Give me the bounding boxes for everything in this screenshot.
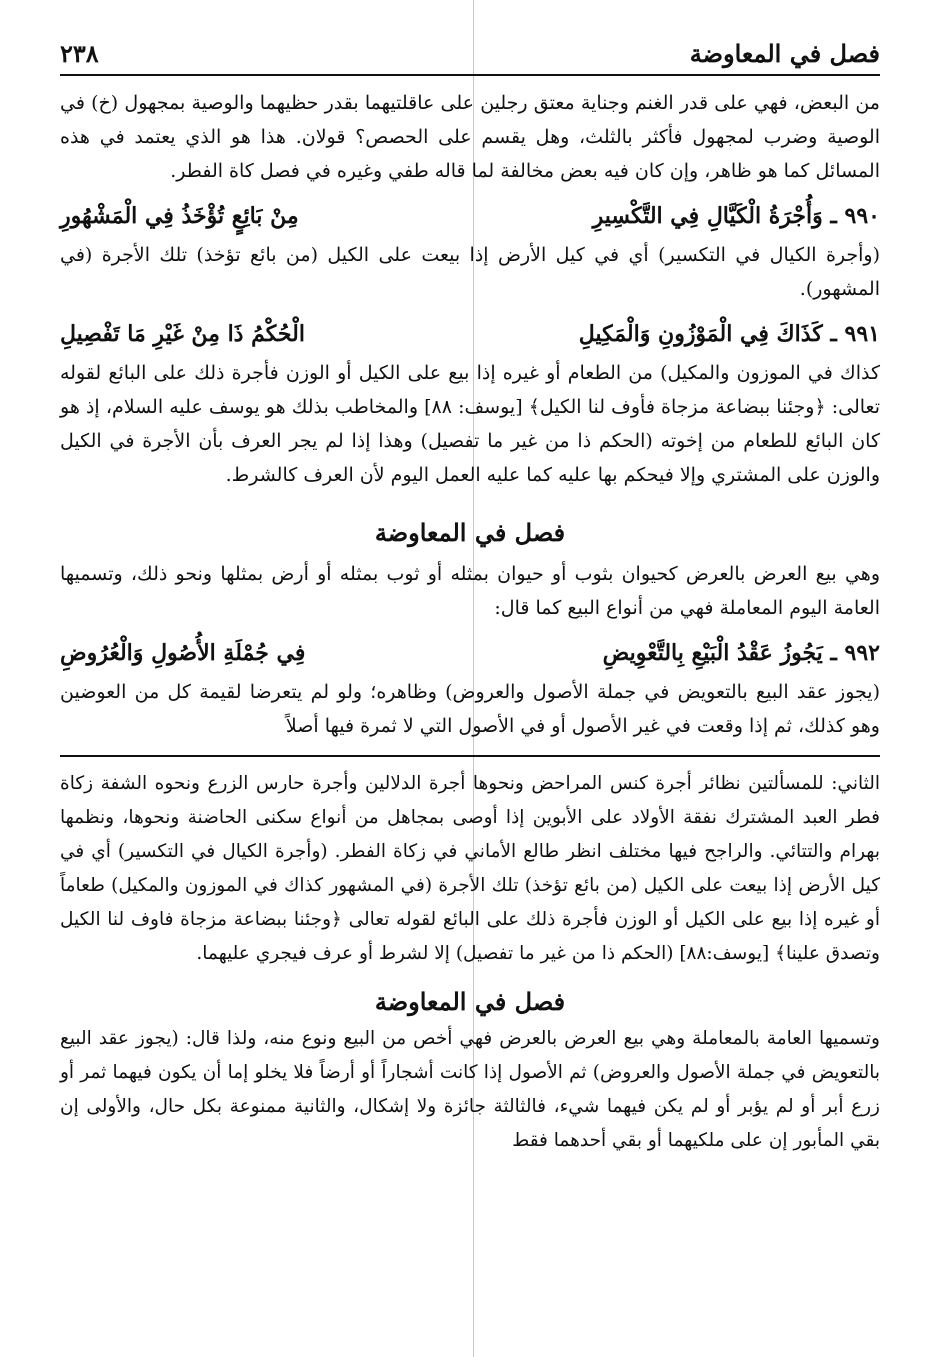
intro-paragraph: من البعض، فهي على قدر الغنم وجناية معتق رجلين على عاقلتيهما بقدر حظيهما والوصية بمجهول (خ) في الوصية وضرب لمجهول فأكثر بالثلث، وهل يقسم على الحصص؟ قولان. هذا هو الذي يعتمد في هذه المسائل كما هو ظاهر، وإن كان فيه بعض مخالفة لما قاله طفي وغيره في فصل كاة الفطر. (60, 92, 880, 182)
footnote-block (60, 767, 880, 1158)
verse-991-second-hemistich: الْحُكْمُ ذَا مِنْ غَيْرِ مَا تَفْصِيلِ (60, 321, 305, 347)
verse-992 (60, 631, 880, 675)
verse-991 (60, 312, 880, 356)
footnote-section-heading: فصل في المعاوضة (374, 987, 566, 1016)
verse-992-first-hemistich: ٩٩٢ ـ يَجُوزُ عَقْدُ الْبَيْعِ بِالتَّعْوِيضِ (602, 640, 880, 666)
commentary-992: (يجوز عقد البيع بالتعويض في جملة الأصول والعروض) وظاهره؛ ولو لم يتعرضا لقيمة كل من العوضين وهو كذلك، ثم إذا وقعت في غير الأصول أو في الأصول التي لا ثمرة فيها أصلاً (60, 681, 880, 737)
section-heading: فصل في المعاوضة (374, 518, 566, 547)
verse-990 (60, 194, 880, 238)
footnote-divider (60, 755, 880, 757)
verse-992-second-hemistich: فِي جُمْلَةِ الأُصُولِ وَالْعُرُوضِ (60, 640, 306, 666)
section-intro: وهي بيع العرض بالعرض كحيوان بثوب أو حيوان بمثله أو ثوب بمثله أو أرض بمثلها ونحو ذلك، وتسميها العامة اليوم المعاملة فهي من أنواع البيع كما قال: (60, 563, 880, 619)
verse-990-second-hemistich: مِنْ بَائِعٍ تُؤْخَذُ فِي الْمَشْهُورِ (60, 203, 299, 229)
footnote-paragraph-2: وتسميها العامة بالمعاملة وهي بيع العرض بالعرض فهي أخص من البيع ونوع منه، ولذا قال: (يجوز عقد البيع بالتعويض في جملة الأصول والعروض) ثم الأصول إذا كانت أشجاراً أو أرضاً فلا يخلو إما أن يكون فيهما ثمر أو زرع أبر أو لم يؤبر أو لم يكن فيهما شيء، فالثالثة جائزة ولا إشكال، والثانية ممنوعة بكل حال، والأولى إن بقي المأبور إن على ملكيهما أو بقي أحدهما فقط (60, 1028, 880, 1151)
commentary-990: (وأجرة الكيال في التكسير) أي في كيل الأرض إذا بيعت على الكيل (من بائع تؤخذ) تلك الأجرة (في المشهور). (60, 244, 880, 300)
footnote-paragraph-1: الثاني: للمسألتين نظائر أجرة كنس المراحض ونحوها أجرة الدلالين وأجرة حارس الزرع ونحوه الشفة زكاة فطر العبد المشترك نفقة الأولاد على الأبوين إذا أوصى بمجاهل من أنواع سكنى الحاضنة ونحوها، ونظمها بهرام والتتائي. والراجح فيها مختلف انظر طالع الأماني في زكاة الفطر. (وأجرة الكيال في التكسير) أي في كيل الأرض إذا بيعت على الكيل (من بائع تؤخذ) تلك الأجرة (في المشهور كذاك في الموزون والمكيل) طعاماً أو غيره إذا بيع على الكيل أو الوزن فأجرة ذلك على البائع لقوله تعالى ﴿وجئنا ببضاعة مزجاة فاوف لنا الكيل وتصدق علينا﴾ [يوسف:٨٨] (الحكم ذا من غير ما تفصيل) إلا لشرط أو عرف فيجري عليهما. (60, 773, 880, 964)
running-title: فصل في المعاوضة (689, 39, 880, 68)
verse-991-first-hemistich: ٩٩١ ـ كَذَاكَ فِي الْمَوْزُونِ وَالْمَكِيلِ (578, 321, 880, 347)
verse-990-first-hemistich: ٩٩٠ ـ وَأُجْرَةُ الْكَيَّالِ فِي التَّكْسِيرِ (592, 203, 880, 229)
book-page (60, 28, 880, 1158)
running-header (60, 28, 880, 76)
commentary-991: كذاك في الموزون والمكيل) من الطعام أو غيره إذا بيع على الكيل أو الوزن فأجرة ذلك على البائع لقوله تعالى: ﴿وجئنا ببضاعة مزجاة فأوف لنا الكيل﴾ [يوسف: ٨٨] والمخاطب بذلك هو يوسف عليه السلام، إذ هو كان البائع للطعام من إخوته (الحكم ذا من غير ما تفصيل) وهذا إذا لم يجر العرف بأن الأجرة في الكيل والوزن على المشتري وإلا فيحكم بها عليه كما عليه العمل اليوم لأن العرف كالشرط. (60, 362, 880, 486)
page-number: ٢٣٨ (60, 39, 99, 68)
